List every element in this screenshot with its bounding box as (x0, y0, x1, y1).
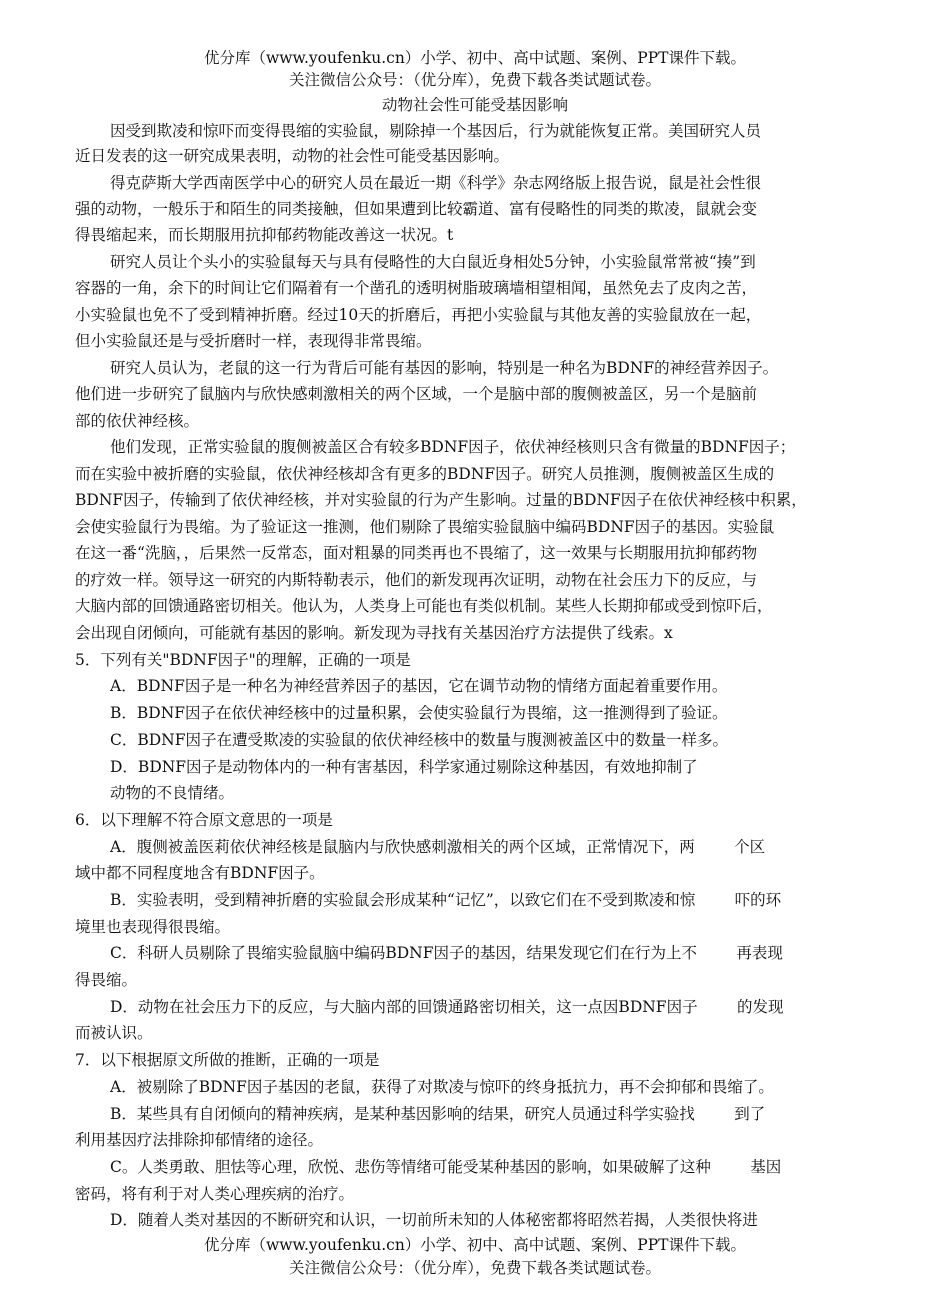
page-header-line-1: 优分库（www.youfenku.cn）小学、初中、高中试题、案例、PPT课件下载。 (203, 49, 747, 67)
question-6-option-b-cont: 境里也表现得很畏缩。 (75, 918, 231, 936)
question-7-option-b: B．某些具有自闭倾向的精神疾病，是某种基因影响的结果，研究人员通过科学实验找 到了 (110, 1105, 766, 1123)
article-line: 大脑内部的回馈通路密切相关。他认为，人类身上可能也有类似机制。某些人长期抑郁或受到惊吓后， (75, 597, 773, 615)
article-line: 但小实验鼠还是与受折磨时一样，表现得非常畏缩。 (75, 332, 432, 350)
question-6-option-c: C．科研人员剔除了畏缩实验鼠脑中编码BDNF因子的基因，结果发现它们在行为上不 再表现 (110, 944, 783, 962)
article-line: 研究人员认为，老鼠的这一行为背后可能有基因的影响，特别是一种名为BDNF的神经营养因子。 (110, 359, 779, 377)
article-line: 他们发现，正常实验鼠的腹侧被盖区合有较多BDNF因子，依伏神经核则只含有微量的BDNF因子； (110, 438, 796, 456)
article-line: 会出现自闭倾向，可能就有基因的影响。新发现为寻找有关基因治疗方法提供了线索。x (75, 624, 673, 642)
question-5-stem: 5．下列有关"BDNF因子"的理解，正确的一项是 (75, 651, 411, 669)
question-6-option-d: D．动物在社会压力下的反应，与大脑内部的回馈通路密切相关，这一点因BDNF因子 的发现 (110, 998, 784, 1016)
question-5-option-c: C．BDNF因子在遭受欺凌的实验鼠的依伏神经核中的数量与腹测被盖区中的数量一样多。 (110, 731, 728, 749)
article-line: 而在实验中被折磨的实验鼠，依伏神经核却含有更多的BDNF因子。研究人员推测，腹侧被盖区生成的 (75, 465, 775, 483)
question-6-option-d-cont: 而被认识。 (75, 1024, 153, 1042)
question-7-option-c-cont: 密码，将有利于对人类心理疾病的治疗。 (75, 1185, 355, 1203)
question-5-option-a: A．BDNF因子是一种名为神经营养因子的基因，它在调节动物的情绪方面起着重要作用。 (110, 677, 728, 695)
article-line: 得克萨斯大学西南医学中心的研究人员在最近一期《科学》杂志网络版上报告说，鼠是社会性很 (110, 174, 762, 192)
article-line: 的疗效一样。领导这一研究的内斯特勒表示，他们的新发现再次证明，动物在社会压力下的反应，与 (75, 571, 758, 589)
article-line: 在这一番“洗脑，，后果然一反常态，面对粗暴的同类再也不畏缩了，这一效果与长期服用抗抑郁药物 (75, 544, 758, 562)
question-7-option-c: C。人类勇敢、胆怯等心理，欣悦、悲伤等情绪可能受某种基因的影响，如果破解了这种 基因 (110, 1158, 782, 1176)
article-line: 部的依伏神经核。 (75, 412, 200, 430)
article-line: 容器的一角，余下的时间让它们隔着有一个凿孔的透明树脂玻璃墙相望相闻，虽然免去了皮肉之苦， (75, 279, 758, 297)
question-6-option-b: B．实验表明，受到精神折磨的实验鼠会形成某种“记忆”，以致它们在不受到欺凌和惊 吓的环 (110, 891, 782, 909)
question-5-option-d: D．BDNF因子是动物体内的一种有害基因，科学家通过剔除这种基因，有效地抑制了 (110, 758, 698, 776)
article-line: 得畏缩起来，而长期服用抗抑郁药物能改善这一状况。t (75, 226, 454, 244)
question-6-stem: 6．以下理解不符合原文意思的一项是 (75, 811, 333, 829)
article-line: 小实验鼠也免不了受到精神折磨。经过10天的折磨后，再把小实验鼠与其他友善的实验鼠放在一起， (75, 306, 762, 324)
article-line: 他们进一步研究了鼠脑内与欣快感刺激相关的两个区域，一个是脑中部的腹侧被盖区，另一个是脑前 (75, 385, 758, 403)
question-7-option-b-cont: 利用基因疗法排除抑郁情绪的途径。 (75, 1131, 324, 1149)
question-7-option-d: D．随着人类对基因的不断研究和认识，一切前所未知的人体秘密都将昭然若揭，人类很快将进 (110, 1211, 758, 1229)
article-line: BDNF因子，传输到了依伏神经核，并对实验鼠的行为产生影响。过量的BDNF因子在依伏神经核中积累， (75, 491, 807, 509)
question-6-option-a: A．腹侧被盖医莉依伏神经核是鼠脑内与欣快感刺激相关的两个区域，正常情况下，两 个区 (110, 838, 766, 856)
question-6-option-a-cont: 域中都不同程度地含有BDNF因子。 (75, 864, 325, 882)
page-footer-line-2: 关注微信公众号：（优分库），免费下载各类试题试卷。 (288, 1259, 661, 1277)
page-header-line-2: 关注微信公众号：（优分库），免费下载各类试题试卷。 (288, 71, 661, 89)
article-line: 强的动物，一般乐于和陌生的同类接触，但如果遭到比较霸道、富有侵略性的同类的欺凌，鼠就会变 (75, 200, 758, 218)
article-line: 会使实验鼠行为畏缩。为了验证这一推测，他们剔除了畏缩实验鼠脑中编码BDNF因子的基因。实验鼠 (75, 518, 775, 536)
article-title: 动物社会性可能受基因影响 (381, 96, 568, 114)
page-footer-line-1: 优分库（www.youfenku.cn）小学、初中、高中试题、案例、PPT课件下载。 (203, 1236, 747, 1254)
question-5-option-d-cont: 动物的不良情绪。 (110, 784, 235, 802)
article-line: 因受到欺凌和惊吓而变得畏缩的实验鼠，剔除掉一个基因后，行为就能恢复正常。美国研究人员 (110, 122, 762, 140)
question-6-option-c-cont: 得畏缩。 (75, 971, 138, 989)
question-7-option-a: A．被剔除了BDNF因子基因的老鼠，获得了对欺凌与惊吓的终身抵抗力，再不会抑郁和畏缩了。 (110, 1078, 774, 1096)
question-5-option-b: B．BDNF因子在依伏神经核中的过量积累，会使实验鼠行为畏缩，这一推测得到了验证。 (110, 704, 728, 722)
article-line: 近日发表的这一研究成果表明，动物的社会性可能受基因影响。 (75, 147, 510, 165)
question-7-stem: 7．以下根据原文所做的推断，正确的一项是 (75, 1051, 380, 1069)
article-line: 研究人员让个头小的实验鼠每天与具有侵略性的大白鼠近身相处5分钟，小实验鼠常常被“揍”到 (110, 253, 756, 271)
